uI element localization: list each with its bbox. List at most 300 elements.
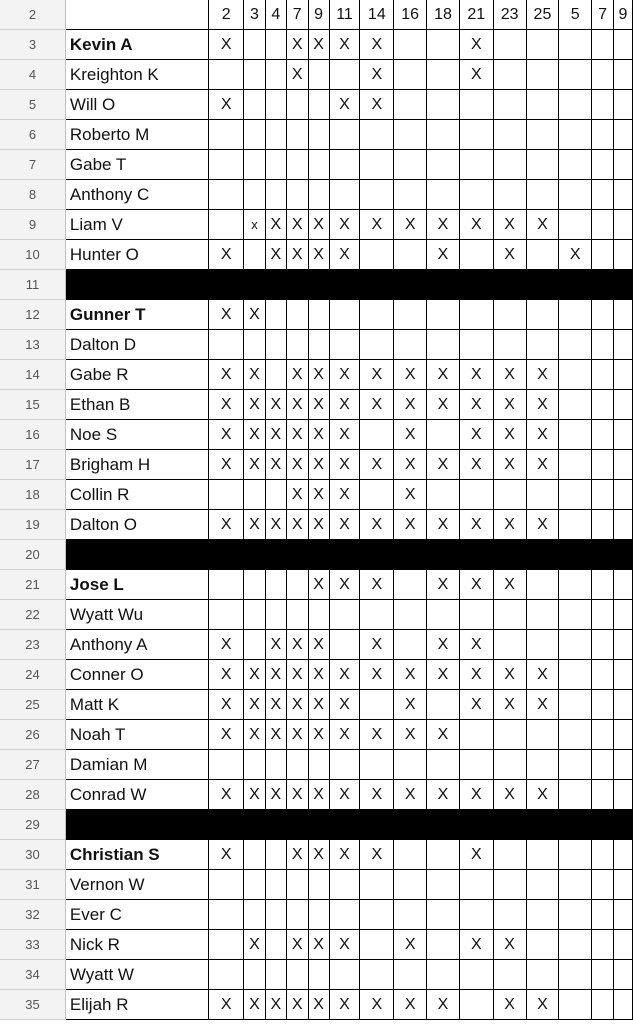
attendance-cell[interactable]	[526, 570, 559, 600]
attendance-cell[interactable]	[493, 630, 526, 660]
attendance-cell[interactable]	[493, 480, 526, 510]
attendance-cell[interactable]: X	[526, 390, 559, 420]
attendance-cell[interactable]	[493, 30, 526, 60]
row-number[interactable]: 23	[0, 630, 65, 660]
attendance-cell[interactable]	[427, 600, 460, 630]
attendance-cell[interactable]: X	[286, 450, 308, 480]
attendance-cell[interactable]	[244, 600, 266, 630]
attendance-cell[interactable]: X	[526, 690, 559, 720]
attendance-cell[interactable]	[559, 870, 592, 900]
attendance-cell[interactable]	[592, 420, 614, 450]
attendance-cell[interactable]: X	[286, 780, 308, 810]
attendance-cell[interactable]: X	[308, 990, 329, 1020]
attendance-cell[interactable]	[265, 570, 286, 600]
attendance-cell[interactable]	[613, 90, 632, 120]
attendance-cell[interactable]: X	[329, 690, 360, 720]
row-number[interactable]: 32	[0, 900, 65, 930]
attendance-cell[interactable]: X	[427, 210, 460, 240]
attendance-cell[interactable]: X	[308, 30, 329, 60]
attendance-cell[interactable]: X	[360, 30, 394, 60]
attendance-cell[interactable]	[592, 840, 614, 870]
attendance-cell[interactable]: X	[459, 450, 493, 480]
attendance-cell[interactable]: X	[265, 660, 286, 690]
attendance-cell[interactable]	[360, 900, 394, 930]
row-number[interactable]: 34	[0, 960, 65, 990]
attendance-cell[interactable]: X	[244, 420, 266, 450]
attendance-cell[interactable]	[209, 180, 244, 210]
attendance-cell[interactable]	[493, 900, 526, 930]
player-name-cell[interactable]: Christian S	[65, 840, 208, 870]
attendance-cell[interactable]: X	[360, 360, 394, 390]
attendance-cell[interactable]	[394, 30, 427, 60]
attendance-cell[interactable]: X	[493, 570, 526, 600]
attendance-cell[interactable]	[209, 600, 244, 630]
row-number[interactable]: 9	[0, 210, 65, 240]
attendance-cell[interactable]	[394, 630, 427, 660]
row-number[interactable]: 11	[0, 270, 65, 300]
attendance-cell[interactable]	[613, 690, 632, 720]
attendance-cell[interactable]: X	[244, 660, 266, 690]
attendance-cell[interactable]	[613, 30, 632, 60]
attendance-cell[interactable]	[265, 750, 286, 780]
attendance-cell[interactable]	[592, 930, 614, 960]
attendance-cell[interactable]	[209, 60, 244, 90]
attendance-cell[interactable]	[265, 930, 286, 960]
attendance-cell[interactable]: X	[329, 30, 360, 60]
attendance-cell[interactable]	[592, 780, 614, 810]
attendance-cell[interactable]: x	[244, 210, 266, 240]
attendance-cell[interactable]	[559, 630, 592, 660]
attendance-cell[interactable]	[592, 60, 614, 90]
attendance-cell[interactable]: X	[209, 90, 244, 120]
attendance-cell[interactable]	[493, 600, 526, 630]
attendance-cell[interactable]	[244, 630, 266, 660]
attendance-cell[interactable]	[613, 480, 632, 510]
attendance-cell[interactable]	[308, 60, 329, 90]
attendance-cell[interactable]: X	[394, 720, 427, 750]
attendance-cell[interactable]	[394, 60, 427, 90]
attendance-cell[interactable]	[592, 660, 614, 690]
attendance-cell[interactable]	[427, 930, 460, 960]
attendance-cell[interactable]	[427, 480, 460, 510]
attendance-cell[interactable]	[360, 930, 394, 960]
row-number[interactable]: 18	[0, 480, 65, 510]
attendance-cell[interactable]	[493, 720, 526, 750]
attendance-cell[interactable]	[427, 750, 460, 780]
attendance-cell[interactable]: X	[493, 510, 526, 540]
attendance-cell[interactable]	[329, 870, 360, 900]
attendance-cell[interactable]	[329, 150, 360, 180]
attendance-cell[interactable]: X	[286, 390, 308, 420]
player-name-cell[interactable]: Anthony A	[65, 630, 208, 660]
player-name-cell[interactable]: Elijah R	[65, 990, 208, 1020]
attendance-cell[interactable]	[613, 390, 632, 420]
separator-fill[interactable]	[65, 810, 632, 840]
attendance-cell[interactable]: X	[308, 390, 329, 420]
attendance-cell[interactable]: X	[308, 780, 329, 810]
attendance-cell[interactable]	[244, 570, 266, 600]
attendance-cell[interactable]	[394, 330, 427, 360]
attendance-cell[interactable]	[493, 870, 526, 900]
attendance-cell[interactable]: X	[394, 480, 427, 510]
attendance-cell[interactable]	[394, 150, 427, 180]
attendance-cell[interactable]: X	[329, 780, 360, 810]
row-number[interactable]: 8	[0, 180, 65, 210]
attendance-cell[interactable]	[308, 600, 329, 630]
row-number[interactable]: 4	[0, 60, 65, 90]
attendance-cell[interactable]	[244, 60, 266, 90]
attendance-cell[interactable]: X	[308, 210, 329, 240]
attendance-cell[interactable]: X	[459, 510, 493, 540]
attendance-cell[interactable]	[394, 120, 427, 150]
attendance-cell[interactable]	[592, 450, 614, 480]
attendance-cell[interactable]: X	[286, 240, 308, 270]
attendance-cell[interactable]	[209, 870, 244, 900]
attendance-cell[interactable]	[592, 240, 614, 270]
attendance-cell[interactable]	[265, 900, 286, 930]
row-number[interactable]: 26	[0, 720, 65, 750]
attendance-cell[interactable]: X	[493, 660, 526, 690]
attendance-cell[interactable]	[394, 750, 427, 780]
attendance-cell[interactable]	[244, 240, 266, 270]
attendance-cell[interactable]	[360, 330, 394, 360]
attendance-cell[interactable]	[427, 420, 460, 450]
attendance-cell[interactable]	[613, 420, 632, 450]
attendance-cell[interactable]	[209, 900, 244, 930]
attendance-cell[interactable]	[209, 330, 244, 360]
attendance-cell[interactable]	[526, 840, 559, 870]
attendance-cell[interactable]	[559, 90, 592, 120]
attendance-cell[interactable]: X	[286, 480, 308, 510]
column-header-cell[interactable]: 11	[329, 0, 360, 30]
attendance-cell[interactable]: X	[459, 570, 493, 600]
attendance-cell[interactable]: X	[244, 450, 266, 480]
separator-fill[interactable]	[65, 270, 632, 300]
attendance-cell[interactable]	[526, 180, 559, 210]
attendance-cell[interactable]: X	[526, 210, 559, 240]
attendance-cell[interactable]: X	[493, 930, 526, 960]
attendance-cell[interactable]: X	[427, 450, 460, 480]
attendance-cell[interactable]	[526, 150, 559, 180]
attendance-cell[interactable]	[459, 120, 493, 150]
player-name-cell[interactable]: Jose L	[65, 570, 208, 600]
attendance-cell[interactable]	[329, 900, 360, 930]
attendance-cell[interactable]	[360, 150, 394, 180]
attendance-cell[interactable]: X	[526, 780, 559, 810]
attendance-cell[interactable]: X	[286, 630, 308, 660]
attendance-cell[interactable]: X	[526, 660, 559, 690]
attendance-cell[interactable]: X	[209, 690, 244, 720]
attendance-cell[interactable]: X	[493, 990, 526, 1020]
attendance-cell[interactable]	[613, 330, 632, 360]
attendance-cell[interactable]: X	[244, 510, 266, 540]
attendance-cell[interactable]	[613, 660, 632, 690]
attendance-cell[interactable]: X	[360, 990, 394, 1020]
attendance-cell[interactable]	[286, 90, 308, 120]
attendance-cell[interactable]	[244, 870, 266, 900]
attendance-cell[interactable]: X	[329, 480, 360, 510]
attendance-cell[interactable]: X	[459, 930, 493, 960]
row-number[interactable]: 31	[0, 870, 65, 900]
column-header-cell[interactable]: 25	[526, 0, 559, 30]
attendance-cell[interactable]	[613, 60, 632, 90]
attendance-cell[interactable]: X	[360, 720, 394, 750]
header-name-cell[interactable]	[65, 0, 208, 30]
attendance-cell[interactable]	[559, 150, 592, 180]
attendance-cell[interactable]: X	[493, 690, 526, 720]
attendance-cell[interactable]: X	[286, 990, 308, 1020]
attendance-cell[interactable]	[209, 210, 244, 240]
attendance-cell[interactable]	[286, 150, 308, 180]
attendance-cell[interactable]	[493, 150, 526, 180]
attendance-cell[interactable]	[394, 840, 427, 870]
player-name-cell[interactable]: Kevin A	[65, 30, 208, 60]
attendance-cell[interactable]: X	[308, 450, 329, 480]
attendance-cell[interactable]: X	[526, 360, 559, 390]
attendance-cell[interactable]: X	[394, 390, 427, 420]
player-name-cell[interactable]: Wyatt W	[65, 960, 208, 990]
attendance-cell[interactable]: X	[329, 990, 360, 1020]
attendance-cell[interactable]	[493, 60, 526, 90]
attendance-cell[interactable]: X	[286, 840, 308, 870]
attendance-cell[interactable]: X	[244, 990, 266, 1020]
attendance-cell[interactable]	[427, 870, 460, 900]
attendance-cell[interactable]	[286, 120, 308, 150]
attendance-cell[interactable]	[308, 90, 329, 120]
attendance-cell[interactable]	[613, 120, 632, 150]
attendance-cell[interactable]	[559, 900, 592, 930]
attendance-cell[interactable]: X	[329, 840, 360, 870]
attendance-cell[interactable]: X	[244, 390, 266, 420]
attendance-cell[interactable]	[244, 150, 266, 180]
attendance-cell[interactable]	[592, 510, 614, 540]
attendance-cell[interactable]: X	[244, 930, 266, 960]
attendance-cell[interactable]	[559, 480, 592, 510]
row-number[interactable]: 35	[0, 990, 65, 1020]
attendance-cell[interactable]: X	[459, 660, 493, 690]
attendance-cell[interactable]	[592, 960, 614, 990]
row-number[interactable]: 3	[0, 30, 65, 60]
attendance-cell[interactable]	[265, 840, 286, 870]
attendance-cell[interactable]	[286, 870, 308, 900]
attendance-cell[interactable]: X	[493, 780, 526, 810]
attendance-cell[interactable]: X	[360, 60, 394, 90]
attendance-cell[interactable]: X	[394, 690, 427, 720]
attendance-cell[interactable]: X	[493, 390, 526, 420]
attendance-cell[interactable]: X	[265, 630, 286, 660]
attendance-cell[interactable]	[265, 150, 286, 180]
attendance-cell[interactable]: X	[394, 930, 427, 960]
attendance-cell[interactable]	[613, 900, 632, 930]
attendance-cell[interactable]: X	[308, 570, 329, 600]
attendance-cell[interactable]	[526, 120, 559, 150]
player-name-cell[interactable]: Gabe R	[65, 360, 208, 390]
attendance-cell[interactable]	[308, 330, 329, 360]
attendance-cell[interactable]: X	[459, 360, 493, 390]
attendance-cell[interactable]	[559, 780, 592, 810]
attendance-cell[interactable]: X	[493, 240, 526, 270]
attendance-cell[interactable]: X	[265, 690, 286, 720]
row-number[interactable]: 15	[0, 390, 65, 420]
attendance-cell[interactable]	[459, 480, 493, 510]
attendance-cell[interactable]	[265, 600, 286, 630]
attendance-cell[interactable]	[459, 180, 493, 210]
attendance-cell[interactable]	[265, 870, 286, 900]
attendance-cell[interactable]	[493, 750, 526, 780]
attendance-cell[interactable]	[360, 870, 394, 900]
attendance-cell[interactable]: X	[286, 30, 308, 60]
attendance-cell[interactable]	[360, 300, 394, 330]
attendance-cell[interactable]	[265, 300, 286, 330]
attendance-cell[interactable]: X	[265, 780, 286, 810]
attendance-cell[interactable]: X	[427, 360, 460, 390]
attendance-cell[interactable]	[526, 90, 559, 120]
player-name-cell[interactable]: Conrad W	[65, 780, 208, 810]
attendance-cell[interactable]: X	[427, 630, 460, 660]
attendance-cell[interactable]: X	[209, 990, 244, 1020]
attendance-cell[interactable]: X	[459, 690, 493, 720]
column-header-cell[interactable]: 5	[559, 0, 592, 30]
attendance-cell[interactable]: X	[427, 240, 460, 270]
attendance-cell[interactable]	[360, 240, 394, 270]
attendance-cell[interactable]	[265, 60, 286, 90]
attendance-cell[interactable]: X	[329, 930, 360, 960]
attendance-cell[interactable]	[526, 750, 559, 780]
column-header-cell[interactable]: 9	[308, 0, 329, 30]
attendance-cell[interactable]: X	[427, 720, 460, 750]
attendance-cell[interactable]: X	[209, 390, 244, 420]
attendance-cell[interactable]	[459, 90, 493, 120]
attendance-cell[interactable]	[592, 480, 614, 510]
column-header-cell[interactable]: 21	[459, 0, 493, 30]
attendance-cell[interactable]	[244, 330, 266, 360]
attendance-cell[interactable]	[329, 330, 360, 360]
attendance-cell[interactable]	[394, 90, 427, 120]
attendance-cell[interactable]	[526, 330, 559, 360]
attendance-cell[interactable]	[209, 570, 244, 600]
attendance-cell[interactable]	[613, 600, 632, 630]
attendance-cell[interactable]: X	[265, 210, 286, 240]
attendance-cell[interactable]: X	[493, 450, 526, 480]
attendance-cell[interactable]	[459, 720, 493, 750]
attendance-cell[interactable]: X	[459, 630, 493, 660]
attendance-cell[interactable]	[592, 870, 614, 900]
player-name-cell[interactable]: Hunter O	[65, 240, 208, 270]
attendance-cell[interactable]	[613, 780, 632, 810]
row-number[interactable]: 21	[0, 570, 65, 600]
attendance-cell[interactable]	[286, 900, 308, 930]
attendance-cell[interactable]	[308, 120, 329, 150]
attendance-cell[interactable]: X	[493, 210, 526, 240]
attendance-cell[interactable]: X	[360, 450, 394, 480]
attendance-cell[interactable]	[244, 90, 266, 120]
attendance-cell[interactable]	[592, 300, 614, 330]
attendance-cell[interactable]	[265, 180, 286, 210]
attendance-cell[interactable]: X	[360, 510, 394, 540]
attendance-cell[interactable]: X	[526, 420, 559, 450]
attendance-cell[interactable]: X	[286, 60, 308, 90]
attendance-cell[interactable]	[592, 990, 614, 1020]
column-header-cell[interactable]: 16	[394, 0, 427, 30]
attendance-cell[interactable]	[613, 450, 632, 480]
attendance-cell[interactable]: X	[244, 690, 266, 720]
player-name-cell[interactable]: Kreighton K	[65, 60, 208, 90]
attendance-cell[interactable]	[244, 900, 266, 930]
attendance-cell[interactable]: X	[308, 360, 329, 390]
attendance-cell[interactable]	[360, 960, 394, 990]
attendance-cell[interactable]	[526, 240, 559, 270]
attendance-cell[interactable]	[308, 870, 329, 900]
row-number[interactable]: 22	[0, 600, 65, 630]
attendance-cell[interactable]	[613, 750, 632, 780]
attendance-cell[interactable]	[329, 180, 360, 210]
column-header-cell[interactable]: 23	[493, 0, 526, 30]
attendance-cell[interactable]	[526, 900, 559, 930]
attendance-cell[interactable]: X	[209, 450, 244, 480]
attendance-cell[interactable]	[592, 360, 614, 390]
attendance-cell[interactable]	[559, 750, 592, 780]
row-number[interactable]: 16	[0, 420, 65, 450]
attendance-cell[interactable]	[244, 960, 266, 990]
attendance-cell[interactable]: X	[526, 450, 559, 480]
attendance-cell[interactable]	[613, 960, 632, 990]
attendance-cell[interactable]: X	[394, 660, 427, 690]
attendance-cell[interactable]: X	[459, 780, 493, 810]
attendance-cell[interactable]	[459, 750, 493, 780]
attendance-cell[interactable]	[592, 120, 614, 150]
attendance-cell[interactable]	[427, 60, 460, 90]
attendance-cell[interactable]: X	[244, 720, 266, 750]
attendance-cell[interactable]: X	[286, 660, 308, 690]
attendance-cell[interactable]	[592, 630, 614, 660]
attendance-cell[interactable]: X	[308, 630, 329, 660]
attendance-cell[interactable]: X	[308, 840, 329, 870]
column-header-cell[interactable]: 2	[209, 0, 244, 30]
attendance-cell[interactable]	[526, 300, 559, 330]
attendance-cell[interactable]: X	[360, 570, 394, 600]
attendance-cell[interactable]: X	[209, 720, 244, 750]
attendance-cell[interactable]	[613, 840, 632, 870]
attendance-cell[interactable]: X	[286, 210, 308, 240]
row-number[interactable]: 24	[0, 660, 65, 690]
attendance-cell[interactable]	[360, 120, 394, 150]
attendance-cell[interactable]	[559, 450, 592, 480]
attendance-cell[interactable]	[526, 870, 559, 900]
attendance-cell[interactable]	[360, 180, 394, 210]
attendance-cell[interactable]	[329, 120, 360, 150]
attendance-cell[interactable]	[209, 930, 244, 960]
attendance-cell[interactable]: X	[308, 420, 329, 450]
attendance-cell[interactable]: X	[459, 60, 493, 90]
attendance-cell[interactable]	[209, 120, 244, 150]
row-number[interactable]: 30	[0, 840, 65, 870]
attendance-cell[interactable]	[427, 120, 460, 150]
attendance-cell[interactable]	[286, 570, 308, 600]
attendance-cell[interactable]	[459, 150, 493, 180]
attendance-cell[interactable]	[613, 240, 632, 270]
attendance-cell[interactable]: X	[265, 390, 286, 420]
attendance-cell[interactable]: X	[209, 840, 244, 870]
attendance-cell[interactable]: X	[308, 930, 329, 960]
attendance-cell[interactable]	[360, 600, 394, 630]
row-number[interactable]: 5	[0, 90, 65, 120]
attendance-cell[interactable]: X	[360, 390, 394, 420]
attendance-cell[interactable]	[265, 480, 286, 510]
row-number[interactable]: 2	[0, 0, 65, 30]
attendance-cell[interactable]	[493, 120, 526, 150]
attendance-cell[interactable]	[329, 60, 360, 90]
attendance-cell[interactable]	[265, 120, 286, 150]
